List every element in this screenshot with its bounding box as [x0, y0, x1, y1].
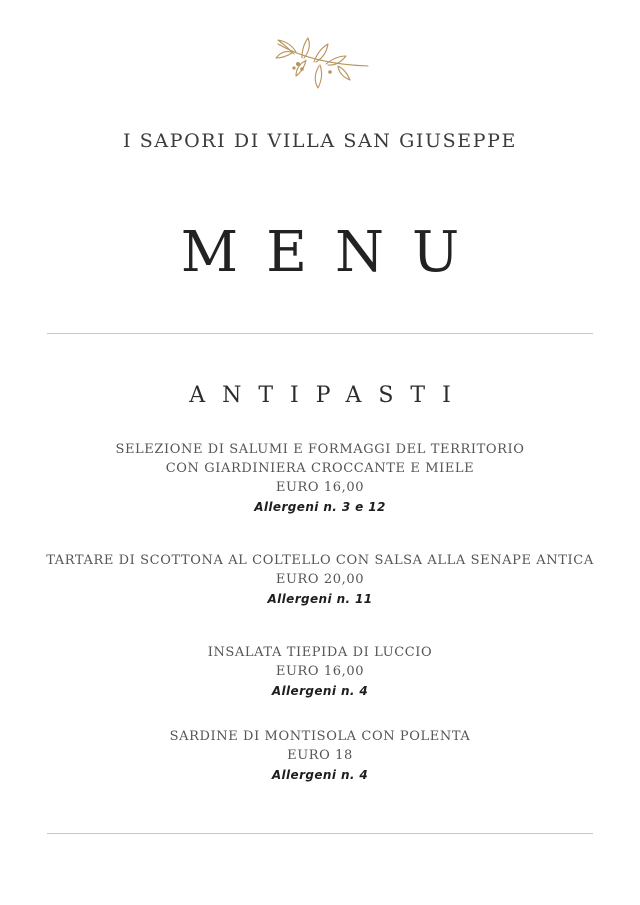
bottom-divider: [47, 833, 593, 834]
dish-allergens: Allergeni n. 4: [271, 768, 369, 782]
dish-item: [0, 440, 640, 517]
dish-item: [0, 727, 640, 785]
menu-title: MENU: [180, 220, 488, 285]
dish-price: EURO 20,00: [275, 572, 365, 587]
restaurant-name: I SAPORI DI VILLA SAN GIUSEPPE: [123, 130, 517, 152]
dish-price: EURO 16,00: [275, 480, 365, 495]
dish-allergens: Allergeni n. 4: [271, 684, 369, 698]
dish-price: EURO 16,00: [275, 664, 365, 679]
olive-branch-icon: [272, 36, 372, 92]
dish-name: INSALATA TIEPIDA DI LUCCIO: [207, 645, 433, 660]
dish-allergens: Allergeni n. 11: [267, 592, 373, 606]
dish-name: SARDINE DI MONTISOLA CON POLENTA: [169, 729, 471, 744]
dish-price: EURO 18: [287, 748, 353, 763]
dish-name: CON GIARDINIERA CROCCANTE E MIELE: [165, 461, 475, 476]
dish-name: SELEZIONE DI SALUMI E FORMAGGI DEL TERRITORIO: [115, 442, 525, 457]
top-divider: [47, 333, 593, 334]
dish-item: [0, 551, 640, 609]
dish-item: [0, 643, 640, 701]
dish-allergens: Allergeni n. 3 e 12: [254, 500, 386, 514]
dish-name: TARTARE DI SCOTTONA AL COLTELLO CON SALSA ALLA SENAPE ANTICA: [46, 553, 594, 568]
section-title: ANTIPASTI: [189, 383, 468, 408]
